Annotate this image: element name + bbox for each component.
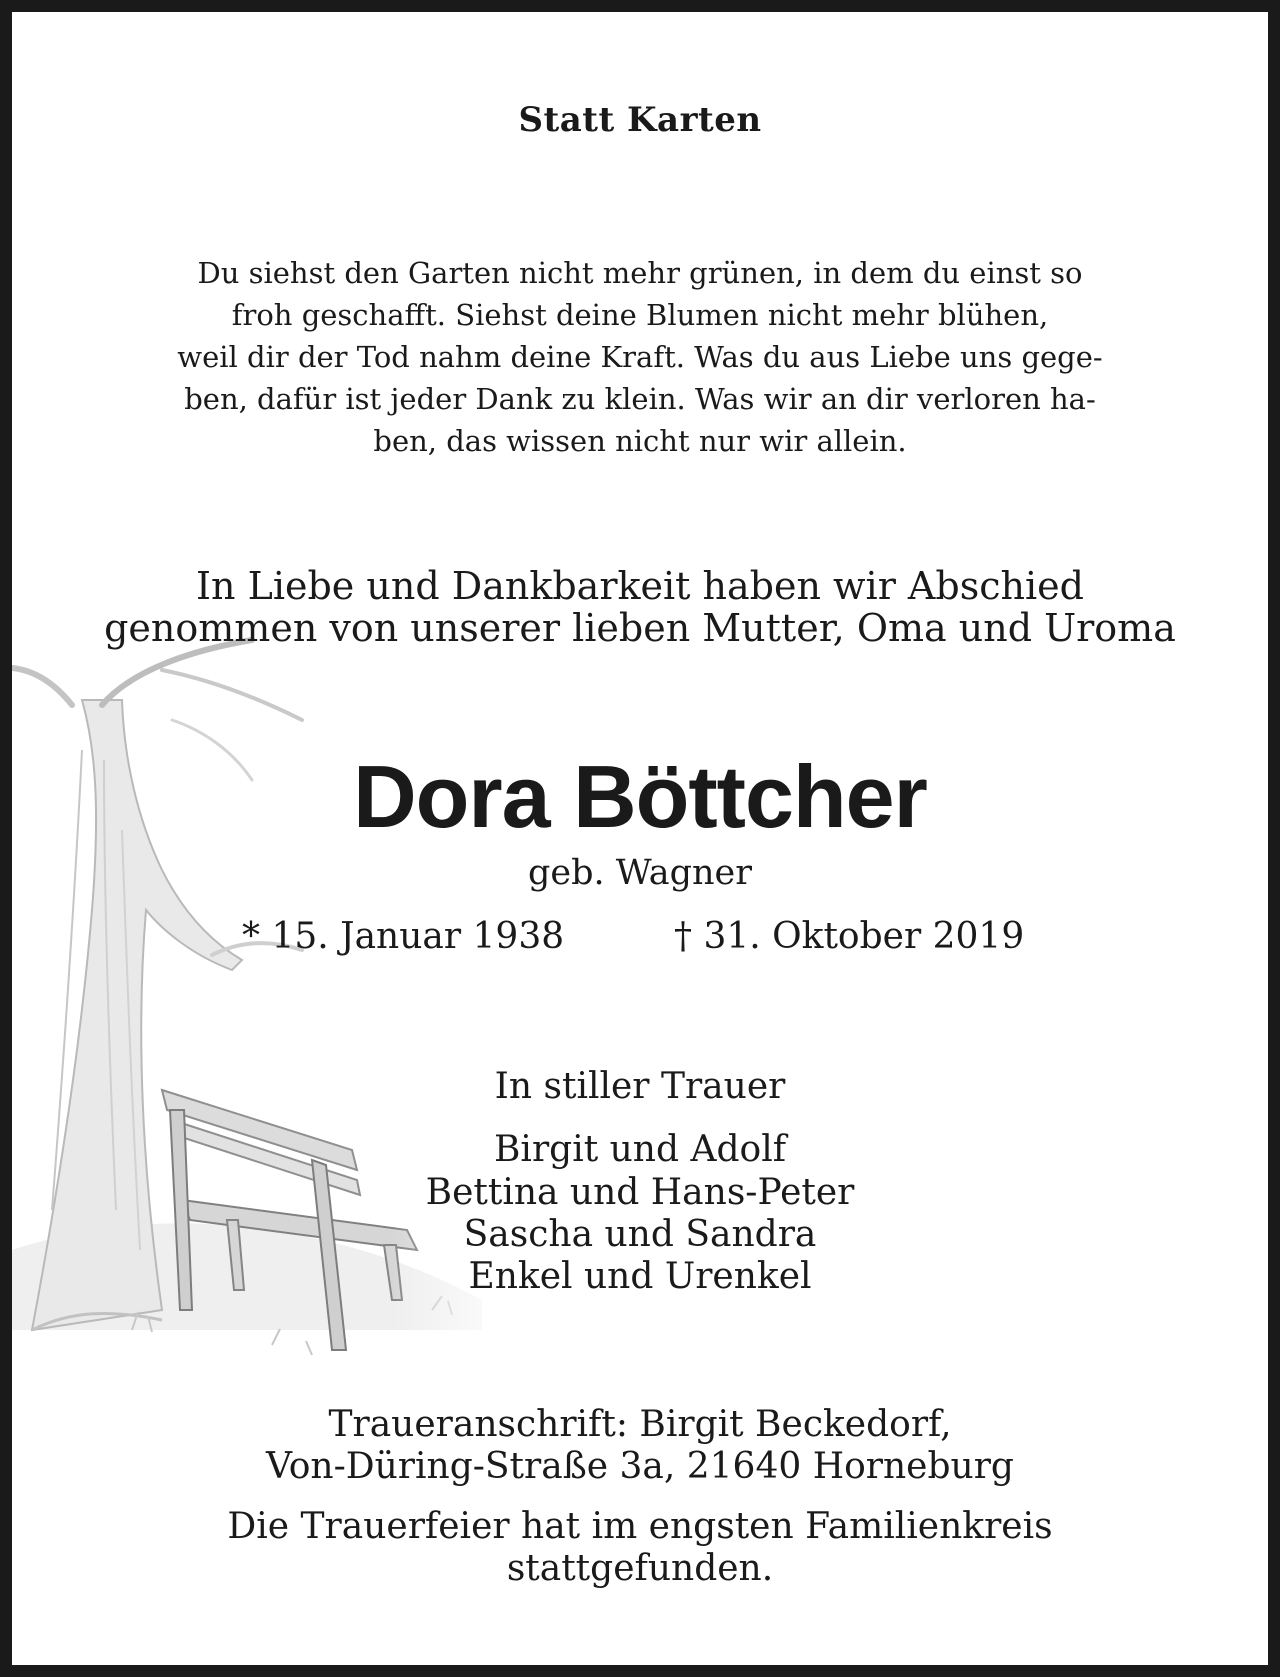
mourner-name: Birgit und Adolf [493,1129,787,1170]
notice-heading: Statt Karten [518,100,762,140]
mourner-name: Bettina und Hans-Peter [425,1172,855,1213]
mourners-heading: In stiller Trauer [494,1066,786,1107]
poem-line: froh geschafft. Siehst deine Blumen nicht mehr blühen, [231,298,1049,332]
intro-line: In Liebe und Dankbarkeit haben wir Abschied [196,564,1084,608]
deceased-name: Dora Böttcher [353,747,927,846]
mourner-name: Sascha und Sandra [463,1214,817,1255]
life-dates [12,916,1268,962]
poem-line: ben, das wissen nicht nur wir allein. [373,424,907,458]
tree-and-bench-sketch-icon [12,610,532,1420]
birth-date: * 15. Januar 1938 [242,916,565,957]
death-date: † 31. Oktober 2019 [674,916,1025,957]
mourner-name: Enkel und Urenkel [468,1256,812,1297]
poem-line: Du siehst den Garten nicht mehr grünen, in dem du einst so [197,256,1083,290]
intro-line: genommen von unserer lieben Mutter, Oma und Uroma [104,606,1176,650]
service-line: stattgefunden. [506,1548,774,1589]
poem-line: weil dir der Tod nahm deine Kraft. Was du aus Liebe uns gege- [177,340,1103,374]
poem-line: ben, dafür ist jeder Dank zu klein. Was wir an dir verloren ha- [184,382,1096,416]
address-line: Traueranschrift: Birgit Beckedorf, [328,1404,952,1445]
address-line: Von-Düring-Straße 3a, 21640 Horneburg [266,1446,1014,1487]
maiden-name: geb. Wagner [528,853,752,893]
service-line: Die Trauerfeier hat im engsten Familienkreis [227,1506,1053,1547]
